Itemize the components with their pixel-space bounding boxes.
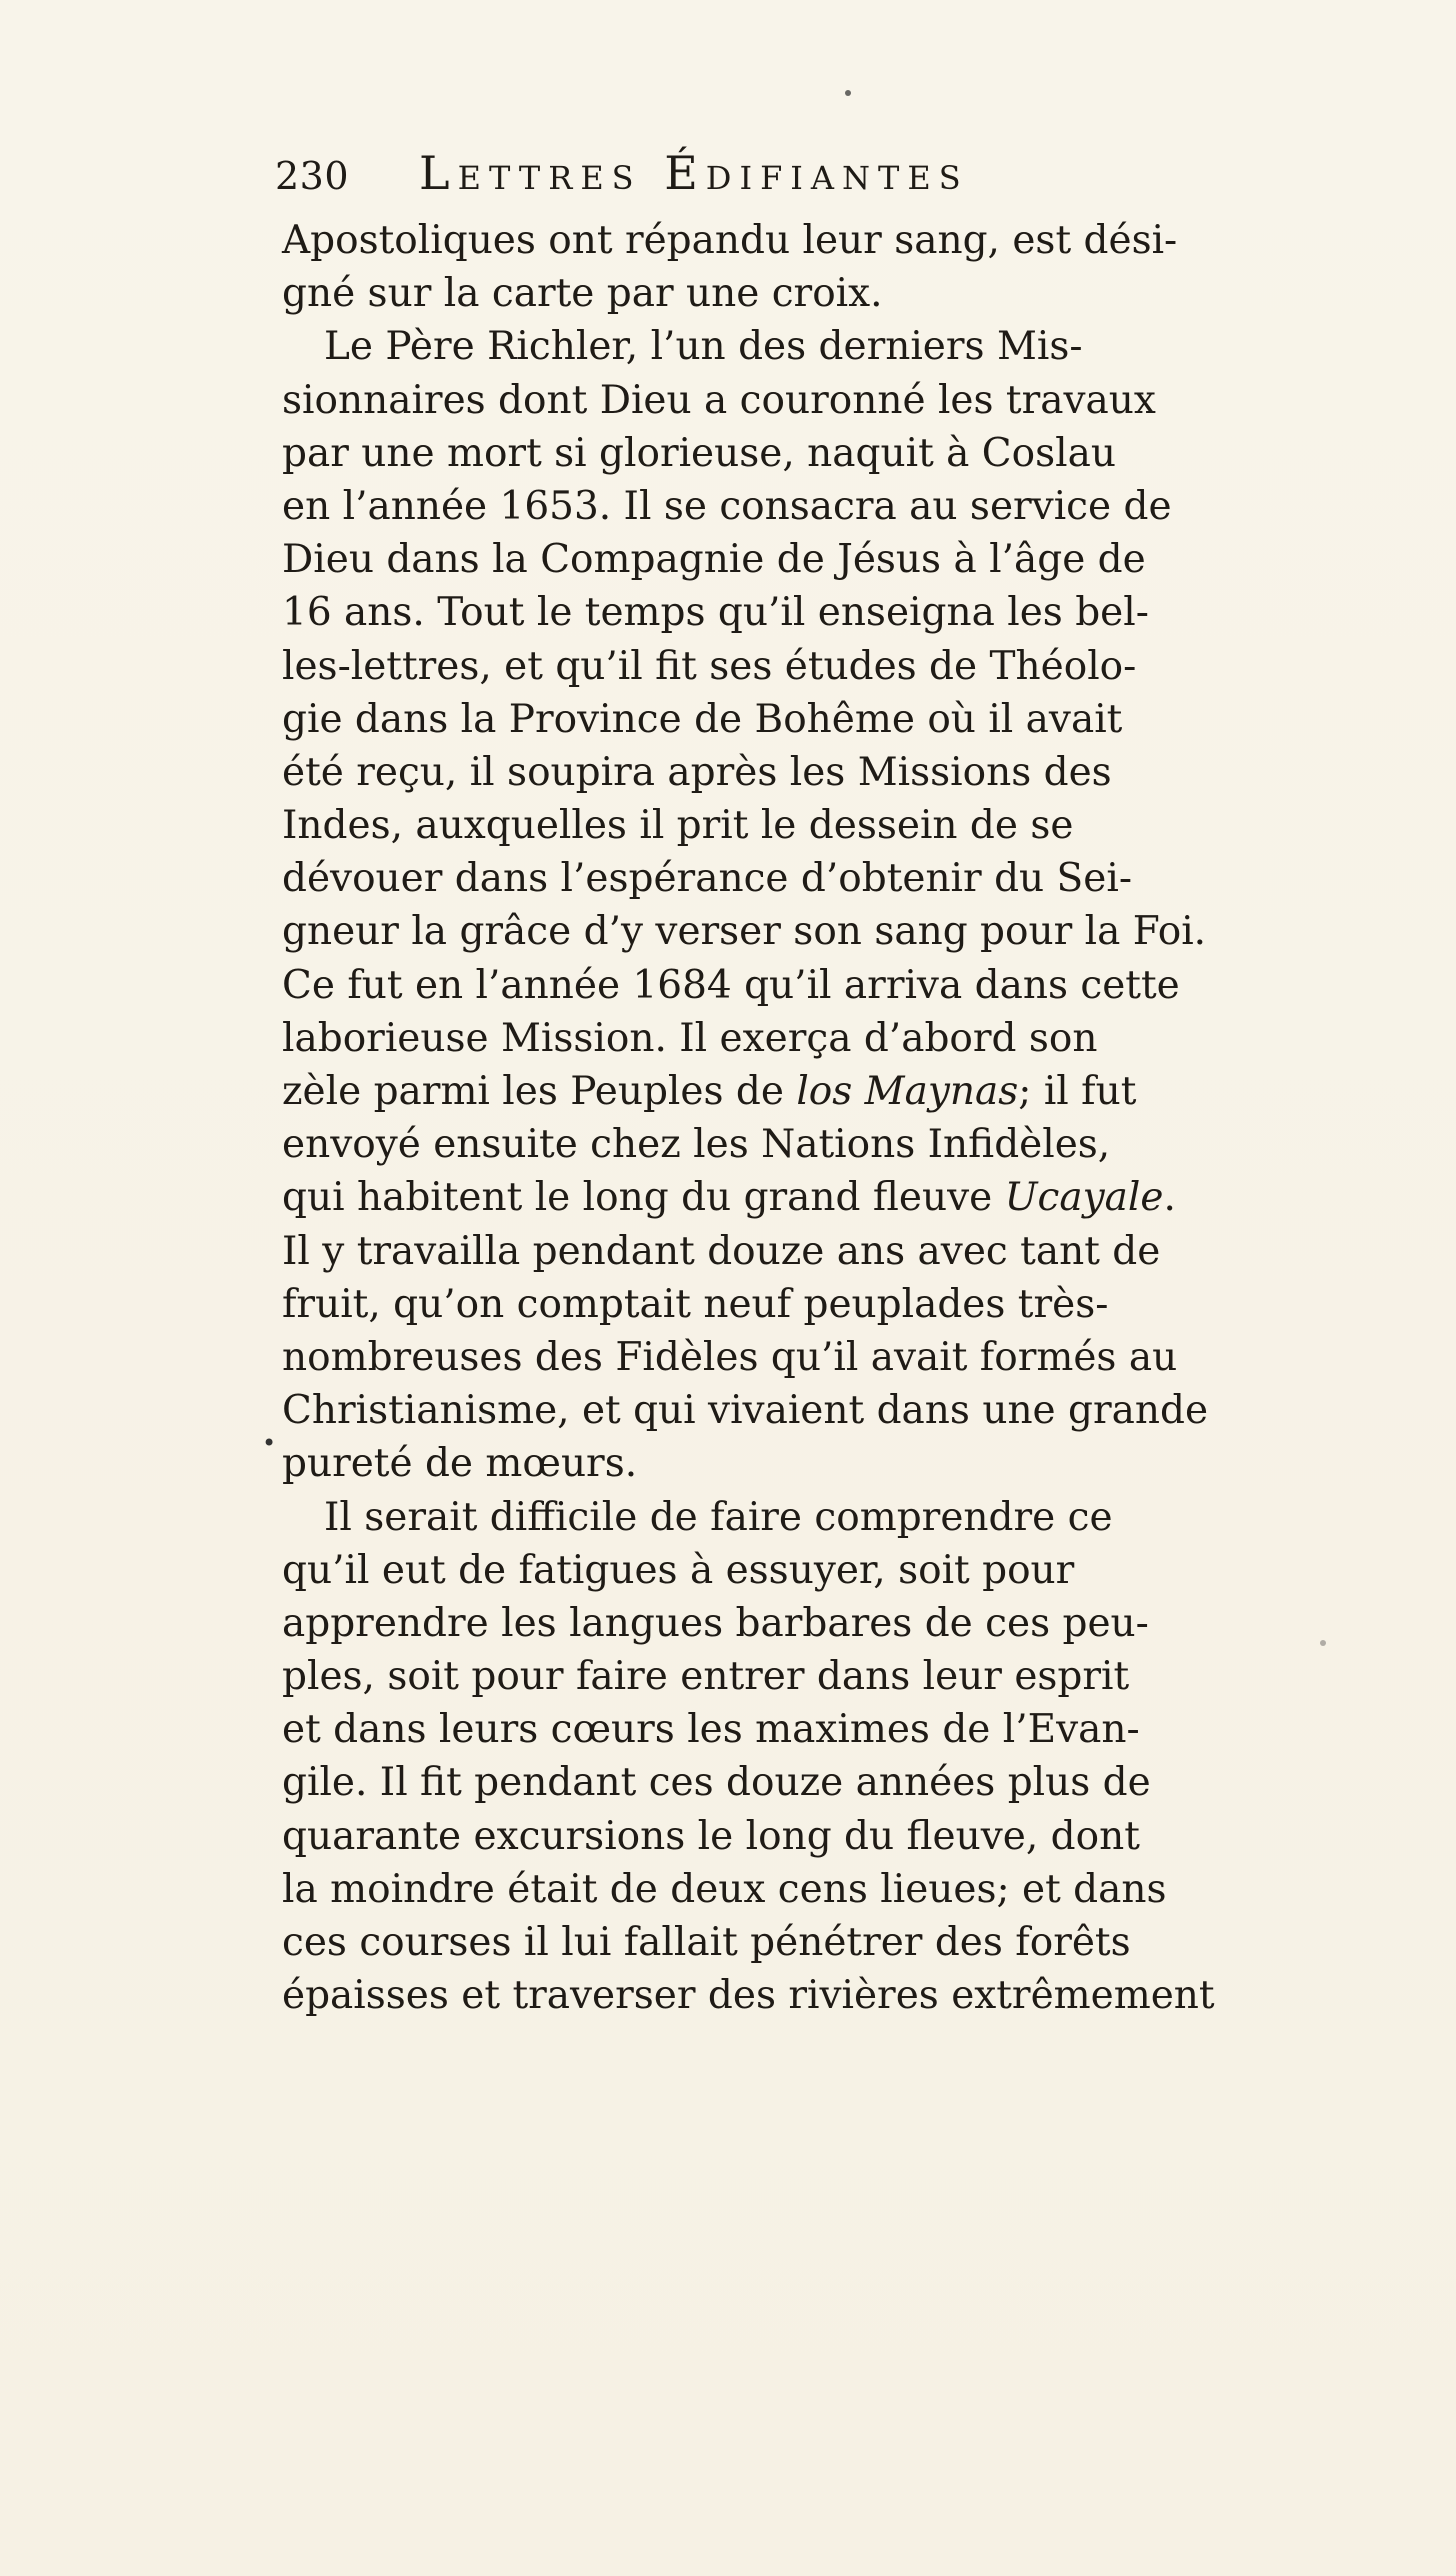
text-line: nombreuses des Fidèles qu’il avait formés au [282,1334,1178,1380]
text-line: fruit, qu’on comptait neuf peuplades très- [282,1281,1109,1327]
text-line: gneur la grâce d’y verser son sang pour la Foi. [282,909,1207,955]
text-line: qui habitent le long du grand fleuve Ucayale. [282,1175,1176,1221]
text-line: Il serait difficile de faire comprendre ce [324,1494,1113,1540]
text-line: sionnaires dont Dieu a couronné les travaux [282,377,1156,423]
text-line: Apostoliques ont répandu leur sang, est dési- [282,218,1178,263]
text-line: épaisses et traverser des rivières extrêmement [282,1973,1215,2019]
text-line: Le Père Richler, l’un des derniers Mis- [324,324,1083,370]
text-line: dévouer dans l’espérance d’obtenir du Sei- [282,856,1133,902]
body-text [282,214,1384,2022]
paper-speck [845,90,851,96]
text-line: par une mort si glorieuse, naquit à Coslau [282,430,1116,476]
text-line: la moindre était de deux cens lieues; et dans [282,1866,1167,1912]
text-line: Indes, auxquelles il prit le dessein de se [282,803,1074,849]
text-line: apprendre les langues barbares de ces peu- [282,1600,1149,1646]
text-line: les-lettres, et qu’il fit ses études de Théolo- [282,643,1137,689]
text-line: Dieu dans la Compagnie de Jésus à l’âge de [282,537,1146,583]
text-line: gie dans la Province de Bohême où il avait [282,696,1123,742]
margin-marker: • [262,1429,277,1457]
page-header [275,146,1175,220]
text-line: ples, soit pour faire entrer dans leur esprit [282,1654,1130,1700]
page-number: 230 [275,154,350,198]
text-line: et dans leurs cœurs les maximes de l’Evan- [282,1707,1140,1753]
text-line: Ce fut en l’année 1684 qu’il arriva dans cette [282,962,1180,1008]
text-line: gné sur la carte par une croix. [282,271,883,317]
text-line: laborieuse Mission. Il exerça d’abord son [282,1015,1098,1061]
text-line: zèle parmi les Peuples de los Maynas; il fut [282,1069,1137,1114]
running-title: Lettres Édifiantes [419,146,969,200]
text-line: en l’année 1653. Il se consacra au service de [282,483,1172,529]
text-line: Christianisme, et qui vivaient dans une grande [282,1388,1209,1434]
text-line: été reçu, il soupira après les Missions des [282,749,1112,795]
text-line: gile. Il fit pendant ces douze années plus de [282,1760,1151,1806]
text-line: envoyé ensuite chez les Nations Infidèles, [282,1122,1111,1168]
text-line: Il y travailla pendant douze ans avec tant de [282,1228,1161,1274]
paper-speck [1320,1640,1326,1646]
text-line: ces courses il lui fallait pénétrer des forêts [282,1920,1131,1965]
text-line: quarante excursions le long du fleuve, dont [282,1813,1140,1859]
text-line: pureté de mœurs. [282,1441,638,1487]
text-line: 16 ans. Tout le temps qu’il enseigna les bel- [282,590,1149,636]
text-line: qu’il eut de fatigues à essuyer, soit pour [282,1547,1075,1593]
